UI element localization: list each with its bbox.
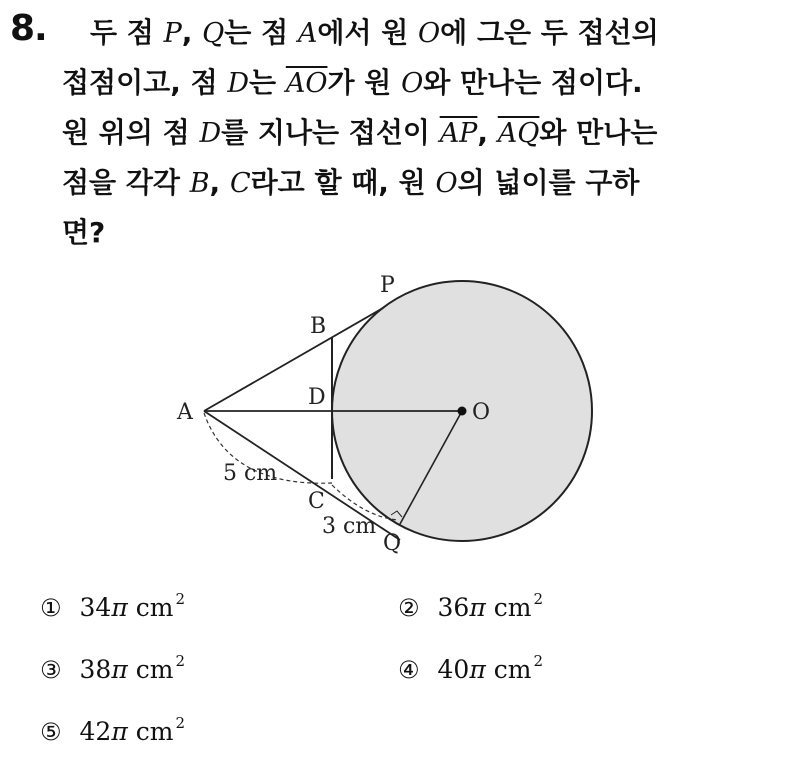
question-text [62, 8, 782, 258]
label-a: A [177, 400, 193, 425]
var-o: O [435, 168, 458, 199]
label-5cm: 5 cm [223, 461, 278, 486]
figure-svg [160, 262, 640, 562]
choice-marker: ② [398, 594, 420, 622]
var-d: D [227, 68, 250, 99]
label-p: P [380, 273, 395, 298]
var-d: D [199, 118, 222, 149]
label-c: C [308, 489, 325, 514]
question-line-5: 면? [62, 216, 106, 249]
choice-5[interactable]: ⑤ 42π cm $^2$ [40, 714, 185, 746]
question-number: 8. [10, 8, 47, 49]
choice-4[interactable]: ④ 40π cm $^2$ [398, 652, 543, 684]
label-d: D [308, 385, 326, 410]
var-c: C [229, 168, 251, 199]
choice-marker: ④ [398, 656, 420, 684]
question-line-4: 점을 각각 B, C라고 할 때, 원 O의 넓이를 구하 [62, 166, 640, 199]
geometry-figure [160, 262, 640, 566]
choice-marker: ③ [40, 656, 62, 684]
var-b: B [189, 168, 210, 199]
label-q: Q [383, 531, 402, 556]
segment-aq: $\overline{AQ}$ [497, 118, 540, 149]
var-q: Q [202, 18, 225, 49]
question-line-1: 두 점 P, Q는 점 A에서 원 O에 그은 두 접선의 [90, 16, 659, 49]
var-p: P [163, 18, 182, 49]
question-line-2: 접점이고, 점 D는 $\overline{AO}$가 원 O와 만나는 점이다. [62, 66, 643, 99]
var-o: O [418, 18, 441, 49]
label-b: B [310, 314, 327, 339]
choice-1[interactable]: ① 34π cm $^2$ [40, 590, 185, 622]
label-o: O [472, 400, 491, 425]
center-dot [458, 407, 467, 416]
choice-2[interactable]: ② 36π cm $^2$ [398, 590, 543, 622]
choice-marker: ① [40, 594, 62, 622]
var-o: O [401, 68, 424, 99]
segment-ap: $\overline{AP}$ [439, 118, 478, 149]
question-line-3: 원 위의 점 D를 지나는 접선이 $\overline{AP}$, $\overline{AQ}$와 만나는 [62, 116, 658, 149]
var-a: A [297, 18, 318, 49]
choice-marker: ⑤ [40, 718, 62, 746]
choice-3[interactable]: ③ 38π cm $^2$ [40, 652, 185, 684]
segment-ao: $\overline{AO}$ [285, 68, 328, 99]
label-3cm: 3 cm [322, 514, 377, 539]
